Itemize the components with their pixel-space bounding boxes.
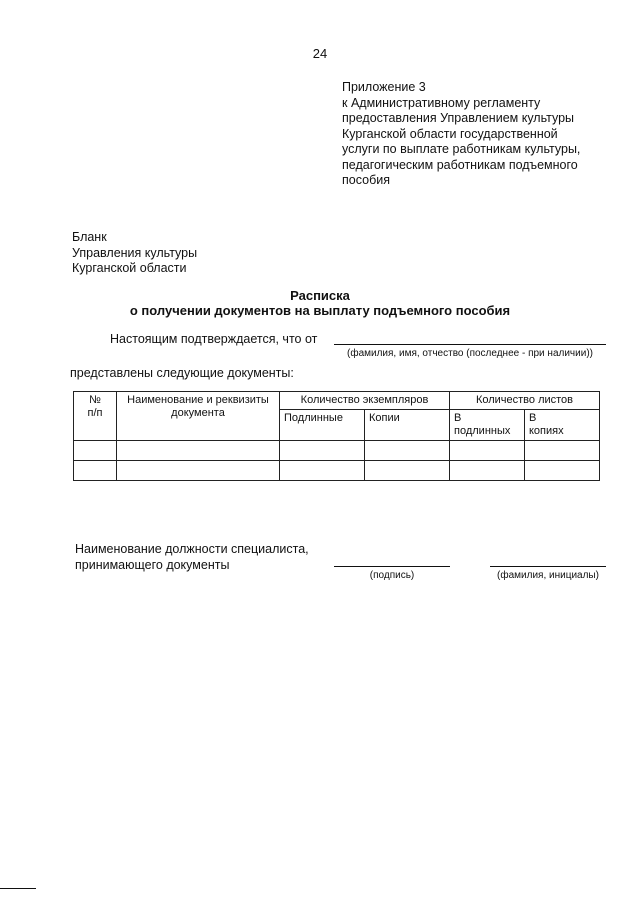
subheader-in-copies: В копиях bbox=[525, 410, 600, 441]
table-cell[interactable] bbox=[450, 441, 525, 461]
initials-fill-line bbox=[490, 566, 606, 567]
appendix-line: пособия bbox=[342, 173, 390, 187]
presented-text: представлены следующие документы: bbox=[70, 366, 294, 380]
table-cell[interactable] bbox=[74, 441, 117, 461]
table-cell[interactable] bbox=[450, 461, 525, 481]
initials-hint: (фамилия, инициалы) bbox=[497, 570, 599, 581]
blank-line: Бланк bbox=[72, 230, 107, 244]
documents-table bbox=[73, 391, 600, 481]
appendix-line: услуги по выплате работникам культуры, bbox=[342, 142, 581, 156]
name-fill-line bbox=[334, 344, 606, 345]
appendix-header bbox=[342, 80, 622, 189]
table-header-row bbox=[74, 392, 600, 410]
table-cell[interactable] bbox=[525, 441, 600, 461]
table-cell[interactable] bbox=[117, 461, 280, 481]
table-cell[interactable] bbox=[280, 461, 365, 481]
signature-fill-line bbox=[334, 566, 450, 567]
corner-mark bbox=[0, 888, 36, 889]
table-row bbox=[74, 441, 600, 461]
appendix-line: педагогическим работникам подъемного bbox=[342, 157, 578, 172]
confirm-text: Настоящим подтверждается, что от bbox=[110, 332, 318, 346]
appendix-line: к Административному регламенту bbox=[342, 95, 541, 110]
subheader-originals: Подлинные bbox=[280, 410, 365, 441]
name-hint: (фамилия, имя, отчество (последнее - при наличии)) bbox=[347, 348, 593, 359]
subheader-copies: Копии bbox=[365, 410, 450, 441]
table-cell[interactable] bbox=[280, 441, 365, 461]
table-cell[interactable] bbox=[74, 461, 117, 481]
document-subtitle: о получении документов на выплату подъемного пособия bbox=[129, 303, 511, 318]
specialist-position-label: Наименование должности специалиста, принимающего документы bbox=[75, 542, 309, 572]
blank-line: Управления культуры bbox=[72, 245, 198, 260]
blank-header bbox=[72, 230, 197, 277]
table-cell[interactable] bbox=[365, 461, 450, 481]
page-number: 24 bbox=[312, 46, 328, 61]
header-cell-number: № п/п bbox=[74, 392, 117, 441]
table-cell[interactable] bbox=[365, 441, 450, 461]
header-cell-copies-count: Количество экземпляров bbox=[280, 392, 450, 410]
table-row bbox=[74, 461, 600, 481]
appendix-line: предоставления Управлением культуры bbox=[342, 111, 575, 125]
appendix-line: Курганской области государственной bbox=[342, 126, 558, 141]
table-cell[interactable] bbox=[525, 461, 600, 481]
header-cell-document-name: Наименование и реквизиты документа bbox=[117, 392, 280, 441]
document-title: Расписка bbox=[290, 288, 350, 303]
table-cell[interactable] bbox=[117, 441, 280, 461]
signature-hint: (подпись) bbox=[369, 570, 415, 581]
appendix-line: Приложение 3 bbox=[342, 80, 426, 94]
blank-line: Курганской области bbox=[72, 261, 187, 275]
subheader-in-originals: В подлинных bbox=[450, 410, 525, 441]
header-cell-sheets-count: Количество листов bbox=[450, 392, 600, 410]
